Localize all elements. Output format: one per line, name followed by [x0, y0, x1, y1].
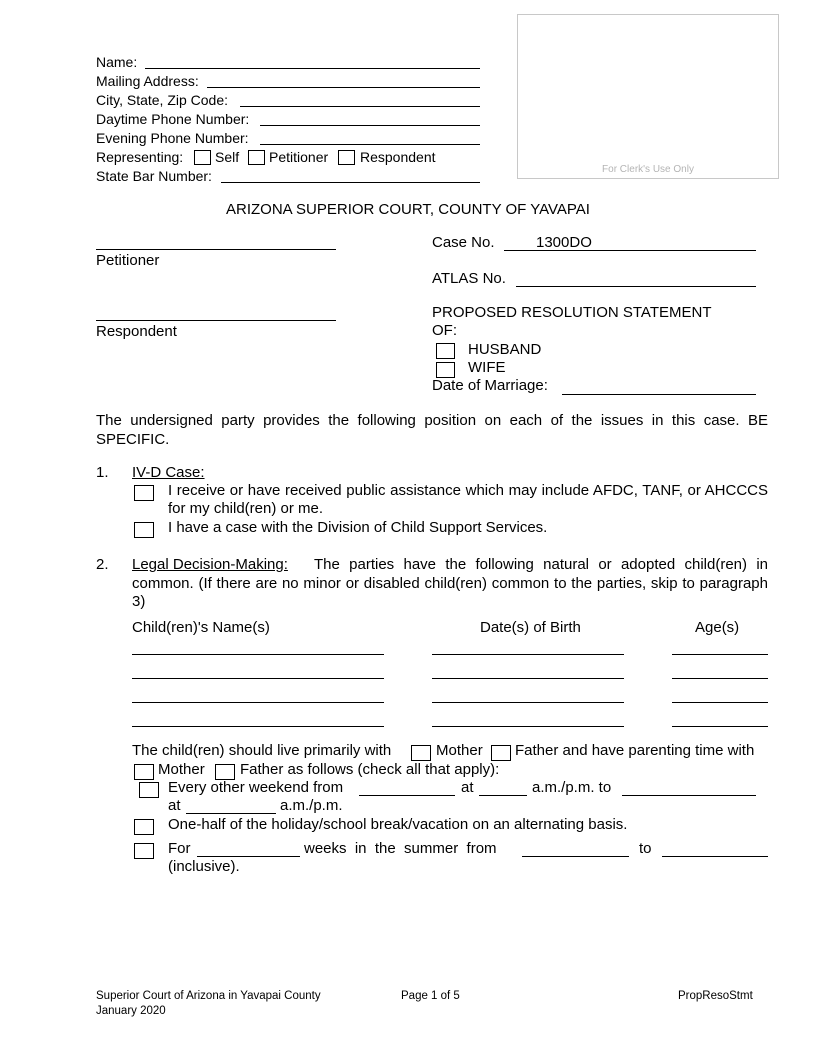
- child-age-field[interactable]: [672, 726, 768, 727]
- live-father-label: Father and have parenting time with: [515, 742, 755, 759]
- case-no-value: 1300DO: [536, 234, 592, 251]
- husband-checkbox[interactable]: [436, 343, 455, 359]
- child-dob-field[interactable]: [432, 654, 624, 655]
- respondent-name-field[interactable]: [96, 320, 336, 321]
- holiday-label: One-half of the holiday/school break/vacation on an alternating basis.: [168, 816, 628, 833]
- clerk-use-label: For Clerk's Use Only: [602, 164, 694, 175]
- daytime-phone-label: Daytime Phone Number:: [96, 111, 250, 127]
- dcss-case-checkbox[interactable]: [134, 522, 154, 538]
- weekend-ampm-label: a.m./p.m.: [280, 797, 343, 814]
- weekend-ampm-to-label: a.m./p.m. to: [532, 779, 612, 796]
- parenting-mother-label: Mother: [158, 761, 205, 778]
- statement-title-of: OF:: [432, 322, 457, 339]
- name-field[interactable]: [145, 68, 480, 69]
- statement-title: PROPOSED RESOLUTION STATEMENT: [432, 304, 712, 321]
- summer-to-label: to: [639, 840, 652, 857]
- weekend-from-time-field[interactable]: [479, 795, 527, 796]
- representing-self-checkbox[interactable]: [194, 150, 211, 165]
- every-other-weekend-label: Every other weekend from: [168, 779, 344, 796]
- name-label: Name:: [96, 54, 138, 70]
- child-name-field[interactable]: [132, 702, 384, 703]
- summer-inclusive-label: (inclusive).: [168, 858, 240, 875]
- representing-respondent-label: Respondent: [360, 149, 436, 165]
- date-of-marriage-label: Date of Marriage:: [432, 377, 548, 394]
- weekend-from-day-field[interactable]: [359, 795, 455, 796]
- child-name-field[interactable]: [132, 654, 384, 655]
- every-other-weekend-checkbox[interactable]: [139, 782, 159, 798]
- weekend-to-day-field[interactable]: [622, 795, 756, 796]
- child-age-field[interactable]: [672, 654, 768, 655]
- holiday-checkbox[interactable]: [134, 819, 154, 835]
- section-1-number: 1.: [96, 464, 109, 481]
- state-bar-field[interactable]: [221, 182, 480, 183]
- daytime-phone-field[interactable]: [260, 125, 480, 126]
- representing-respondent-checkbox[interactable]: [338, 150, 355, 165]
- section-2-title: Legal Decision-Making:: [132, 556, 288, 573]
- wife-checkbox[interactable]: [436, 362, 455, 378]
- state-bar-label: State Bar Number:: [96, 168, 212, 184]
- representing-petitioner-label: Petitioner: [269, 149, 329, 165]
- child-age-field[interactable]: [672, 702, 768, 703]
- atlas-no-field[interactable]: [516, 286, 756, 287]
- footer-page: Page 1 of 5: [401, 990, 460, 1002]
- children-dob-header: Date(s) of Birth: [480, 619, 581, 636]
- summer-for-label: For: [168, 840, 191, 857]
- petitioner-name-field[interactable]: [96, 249, 336, 250]
- summer-weeks-label: weeks in the summer from: [304, 840, 497, 857]
- footer-form-id: PropResoStmt: [678, 990, 753, 1002]
- court-title: ARIZONA SUPERIOR COURT, COUNTY OF YAVAPAI: [226, 201, 590, 218]
- summer-checkbox[interactable]: [134, 843, 154, 859]
- summer-weeks-field[interactable]: [197, 856, 300, 857]
- parenting-father-checkbox[interactable]: [215, 764, 235, 780]
- weekend-at-label: at: [461, 779, 474, 796]
- mailing-address-label: Mailing Address:: [96, 73, 199, 89]
- summer-from-field[interactable]: [522, 856, 629, 857]
- dcss-case-text: I have a case with the Division of Child Support Services.: [168, 519, 548, 536]
- respondent-label: Respondent: [96, 323, 177, 340]
- wife-label: WIFE: [468, 359, 506, 376]
- weekend-at-label-2: at: [168, 797, 181, 814]
- live-father-checkbox[interactable]: [491, 745, 511, 761]
- case-no-label: Case No.: [432, 234, 495, 251]
- husband-label: HUSBAND: [468, 341, 542, 358]
- representing-self-label: Self: [215, 149, 240, 165]
- date-of-marriage-field[interactable]: [562, 394, 756, 395]
- child-name-field[interactable]: [132, 678, 384, 679]
- live-primarily-text: The child(ren) should live primarily with: [132, 742, 392, 759]
- representing-label: Representing:: [96, 149, 184, 165]
- weekend-to-time-field[interactable]: [186, 813, 276, 814]
- children-age-header: Age(s): [695, 619, 740, 636]
- public-assistance-checkbox[interactable]: [134, 485, 154, 501]
- intro-paragraph: The undersigned party provides the following position on each of the issues in this case. BE SPECIFIC.: [96, 412, 768, 448]
- child-age-field[interactable]: [672, 678, 768, 679]
- mailing-address-field[interactable]: [207, 87, 480, 88]
- parenting-father-label: Father as follows (check all that apply):: [240, 761, 500, 778]
- clerk-use-box: [517, 14, 779, 179]
- child-dob-field[interactable]: [432, 726, 624, 727]
- child-dob-field[interactable]: [432, 678, 624, 679]
- child-name-field[interactable]: [132, 726, 384, 727]
- footer-court: Superior Court of Arizona in Yavapai County: [96, 990, 321, 1002]
- public-assistance-text: I receive or have received public assistance which may include AFDC, TANF, or AHCCCS for my child(ren) or me.: [168, 482, 768, 517]
- city-state-zip-label: City, State, Zip Code:: [96, 92, 229, 108]
- live-mother-checkbox[interactable]: [411, 745, 431, 761]
- evening-phone-field[interactable]: [260, 144, 480, 145]
- parenting-mother-checkbox[interactable]: [134, 764, 154, 780]
- evening-phone-label: Evening Phone Number:: [96, 130, 249, 146]
- child-dob-field[interactable]: [432, 702, 624, 703]
- city-state-zip-field[interactable]: [240, 106, 480, 107]
- section-1-title: IV-D Case:: [132, 464, 205, 481]
- atlas-no-label: ATLAS No.: [432, 270, 506, 287]
- petitioner-label: Petitioner: [96, 252, 160, 269]
- section-2-text: The parties have the following natural or adopted child(ren) in common. (If there are no minor or disabled child(ren) common to the parties, skip to paragraph 3): [132, 556, 768, 610]
- live-mother-label: Mother: [436, 742, 483, 759]
- section-2-number: 2.: [96, 556, 109, 573]
- footer-date: January 2020: [96, 1005, 166, 1017]
- summer-to-field[interactable]: [662, 856, 768, 857]
- representing-petitioner-checkbox[interactable]: [248, 150, 265, 165]
- children-name-header: Child(ren)'s Name(s): [132, 619, 270, 636]
